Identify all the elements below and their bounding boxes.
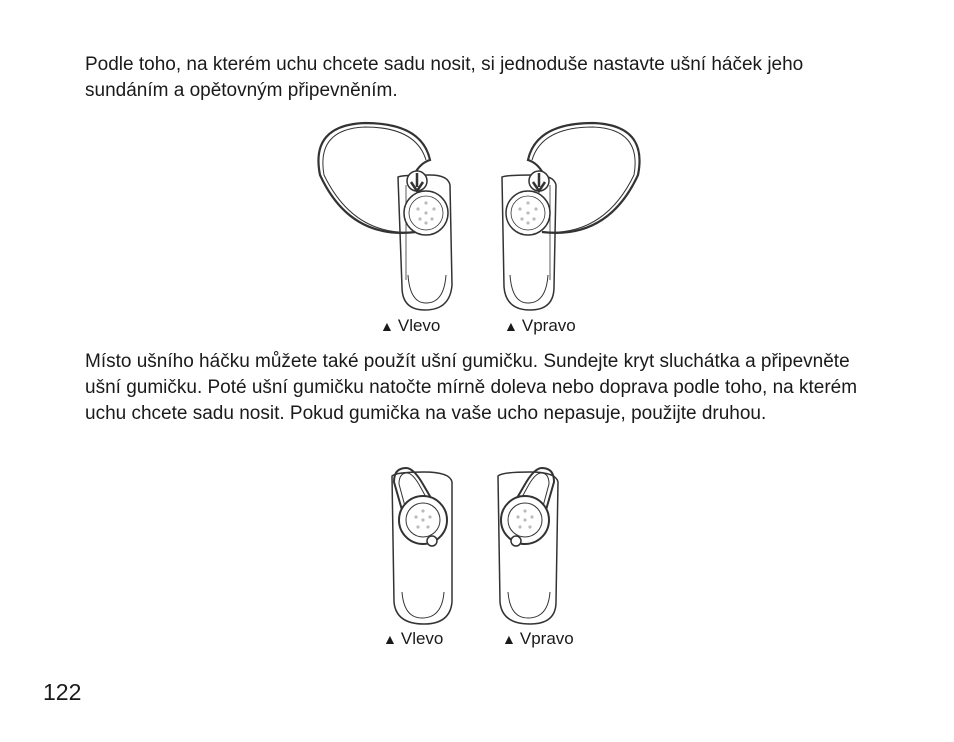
caption-right: ▲ Vpravo [504,316,576,335]
headset-right-with-hook [502,123,640,310]
instruction-paragraph-ear-gel: Místo ušního háčku můžete také použít ušní gumičku. Sundejte kryt sluchátka a připevněte ušní gumičku. Poté ušní gumičku natočte mírně doleva nebo doprava podle toho, na kterém uchu chcete sadu nosit. Pokud gumička na vaše ucho nepasuje, použijte druhou. [85,351,858,424]
caption-left: ▲ Vlevo [380,316,441,335]
caption-left: ▲ Vlevo [383,629,444,648]
headset-left-with-gel [392,468,452,624]
triangle-marker-icon: ▲ [504,318,518,334]
ear-gel-illustration [380,462,580,627]
instruction-paragraph-ear-hook: Podle toho, na kterém uchu chcete sadu nosit, si jednoduše nastavte ušní háček jeho sundáním a opětovným připevněním. [85,54,804,101]
headset-right-with-gel [498,468,558,624]
headset-left-with-hook [318,123,452,310]
triangle-marker-icon: ▲ [380,318,394,334]
page-number: 122 [43,679,82,705]
triangle-marker-icon: ▲ [383,631,397,647]
triangle-marker-icon: ▲ [502,631,516,647]
ear-hook-illustration [310,115,650,315]
caption-right: ▲ Vpravo [502,629,574,648]
